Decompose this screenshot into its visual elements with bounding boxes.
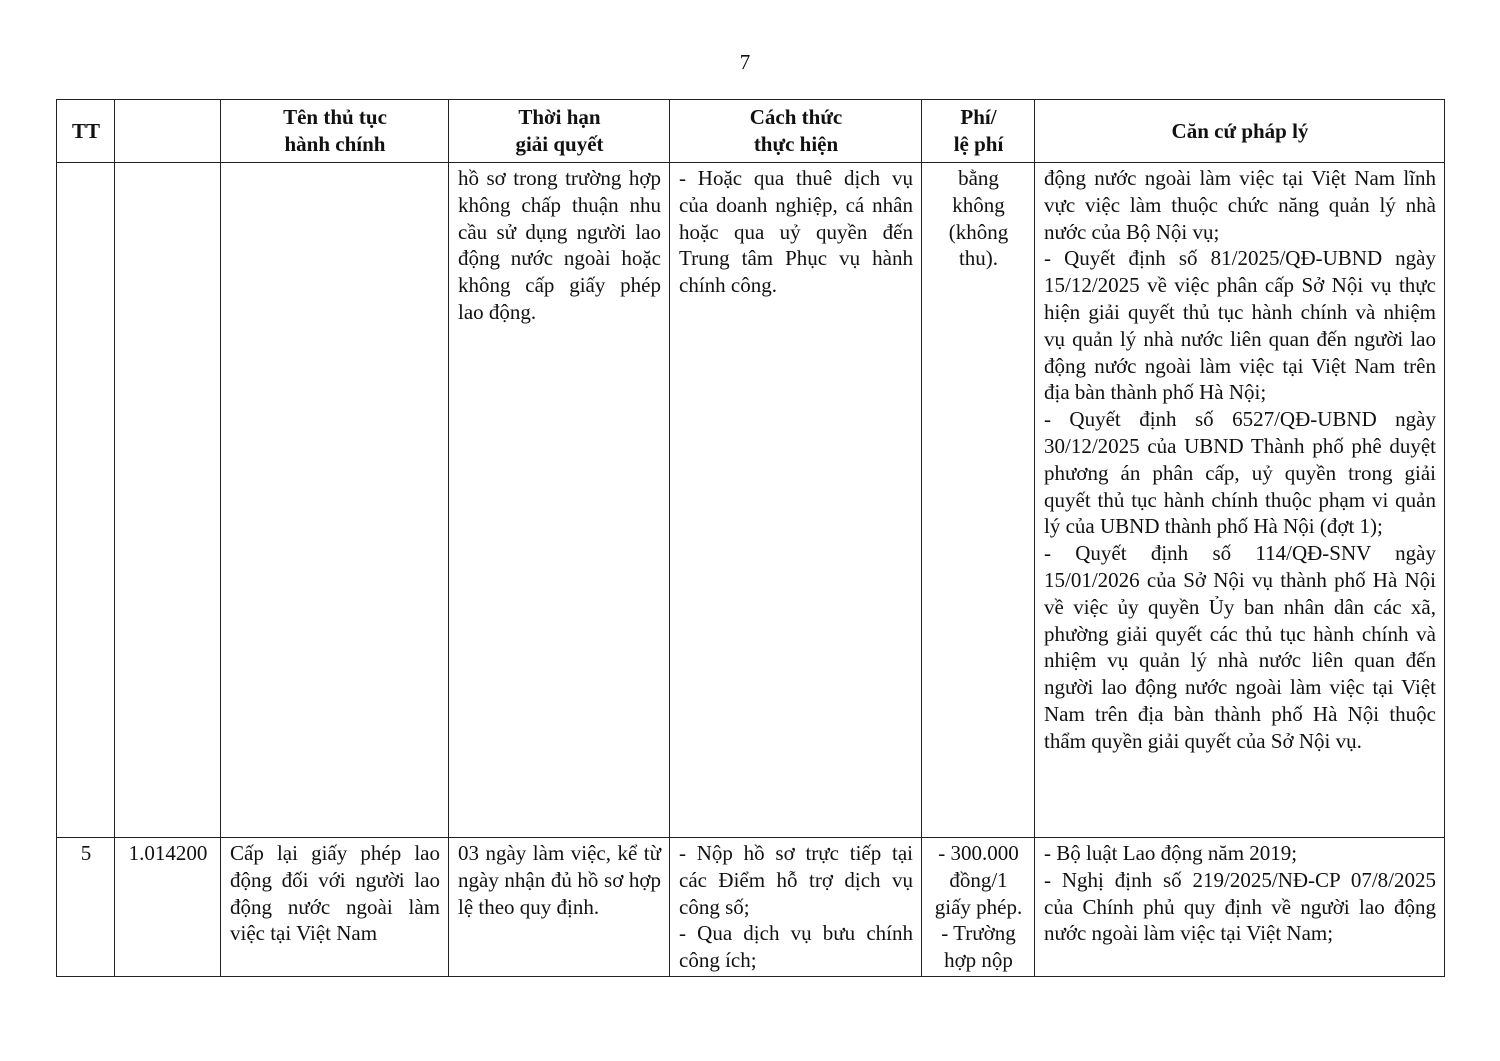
fee-line: (không <box>948 219 1009 244</box>
cell-deadline: 03 ngày làm việc, kể từ ngày nhận đủ hồ sơ hợp lệ theo quy định. <box>449 838 670 977</box>
header-fee-line-1: Phí/ <box>960 105 997 129</box>
header-legal: Căn cứ pháp lý <box>1035 100 1445 163</box>
legal-paragraph: - Bộ luật Lao động năm 2019; <box>1044 841 1298 865</box>
cell-deadline: hồ sơ trong trường hợp không chấp thuận nhu cầu sử dụng người lao động nước ngoài hoặc không cấp giấy phép lao động. <box>449 163 670 838</box>
cell-method: - Hoặc qua thuê dịch vụ của doanh nghiệp, cá nhân hoặc qua uỷ quyền đến Trung tâm Phục vụ hành chính công. <box>670 163 922 838</box>
legal-paragraph: - Quyết định số 81/2025/QĐ-UBND ngày 15/12/2025 về việc phân cấp Sở Nội vụ thực hiện giải quyết thủ tục hành chính và nhiệm vụ quản lý nhà nước liên quan đến người lao động nước ngoài làm việc tại Việt Nam trên địa bàn thành phố Hà Nội; <box>1044 246 1436 405</box>
fee-line: hợp nộp <box>944 948 1013 973</box>
header-tt: TT <box>57 100 115 163</box>
cell-legal <box>1035 163 1445 838</box>
fee-line: giấy phép. <box>934 894 1023 919</box>
legal-paragraph: động nước ngoài làm việc tại Việt Nam lĩnh vực việc làm thuộc chức năng quản lý nhà nước của Bộ Nội vụ; <box>1044 166 1436 244</box>
header-deadline <box>449 100 670 163</box>
cell-code: 1.014200 <box>115 838 221 977</box>
cell-name <box>221 163 449 838</box>
table-header-row <box>57 100 1445 163</box>
header-deadline-line-2: giải quyết <box>515 132 604 156</box>
header-name-line-2: hành chính <box>284 132 386 156</box>
legal-paragraph: - Quyết định số 114/QĐ-SNV ngày 15/01/2026 của Sở Nội vụ thành phố Hà Nội về việc ủy quyền Ủy ban nhân dân các xã, phường giải quyết các thủ tục hành chính và nhiệm vụ quản lý nhà nước liên quan đến người lao động nước ngoài làm việc tại Việt Nam trên địa bàn thành phố Hà Nội thuộc thẩm quyền giải quyết của Sở Nội vụ. <box>1044 541 1436 753</box>
page-number: 7 <box>739 50 751 74</box>
header-method-line-1: Cách thức <box>749 105 843 129</box>
cell-fee <box>922 163 1035 838</box>
header-name <box>221 100 449 163</box>
cell-fee <box>922 838 1035 977</box>
table-row-continued <box>57 163 1445 838</box>
header-method-line-2: thực hiện <box>753 132 839 156</box>
table-row-5 <box>57 838 1445 977</box>
fee-line: - 300.000 <box>938 841 1019 865</box>
cell-tt <box>57 163 115 838</box>
fee-line: đồng/1 <box>949 867 1008 892</box>
cell-method <box>670 838 922 977</box>
method-item: - Nộp hồ sơ trực tiếp tại các Điểm hỗ trợ dịch vụ công số; <box>679 841 913 919</box>
cell-code <box>115 163 221 838</box>
legal-paragraph: - Nghị định số 219/2025/NĐ-CP 07/8/2025 của Chính phủ quy định về người lao động nước ngoài làm việc tại Việt Nam; <box>1044 867 1436 946</box>
header-fee <box>922 100 1035 163</box>
method-item: - Qua dịch vụ bưu chính công ích; <box>679 921 913 973</box>
header-fee-line-2: lệ phí <box>953 132 1004 156</box>
cell-tt: 5 <box>57 838 115 977</box>
header-name-line-1: Tên thủ tục <box>283 105 387 129</box>
legal-paragraph: - Quyết định số 6527/QĐ-UBND ngày 30/12/2025 của UBND Thành phố phê duyệt phương án phân cấp, uỷ quyền trong giải quyết thủ tục hành chính thuộc phạm vi quản lý của UBND thành phố Hà Nội (đợt 1); <box>1044 407 1436 539</box>
procedure-table <box>56 99 1445 977</box>
header-deadline-line-1: Thời hạn <box>518 105 601 129</box>
fee-line: - Trường <box>941 921 1016 946</box>
fee-line: không <box>952 192 1005 217</box>
header-code <box>115 100 221 163</box>
fee-line: thu). <box>958 246 999 271</box>
cell-legal <box>1035 838 1445 977</box>
cell-name: Cấp lại giấy phép lao động đối với người lao động nước ngoài làm việc tại Việt Nam <box>221 838 449 977</box>
header-method <box>670 100 922 163</box>
fee-line: bằng <box>958 166 999 190</box>
